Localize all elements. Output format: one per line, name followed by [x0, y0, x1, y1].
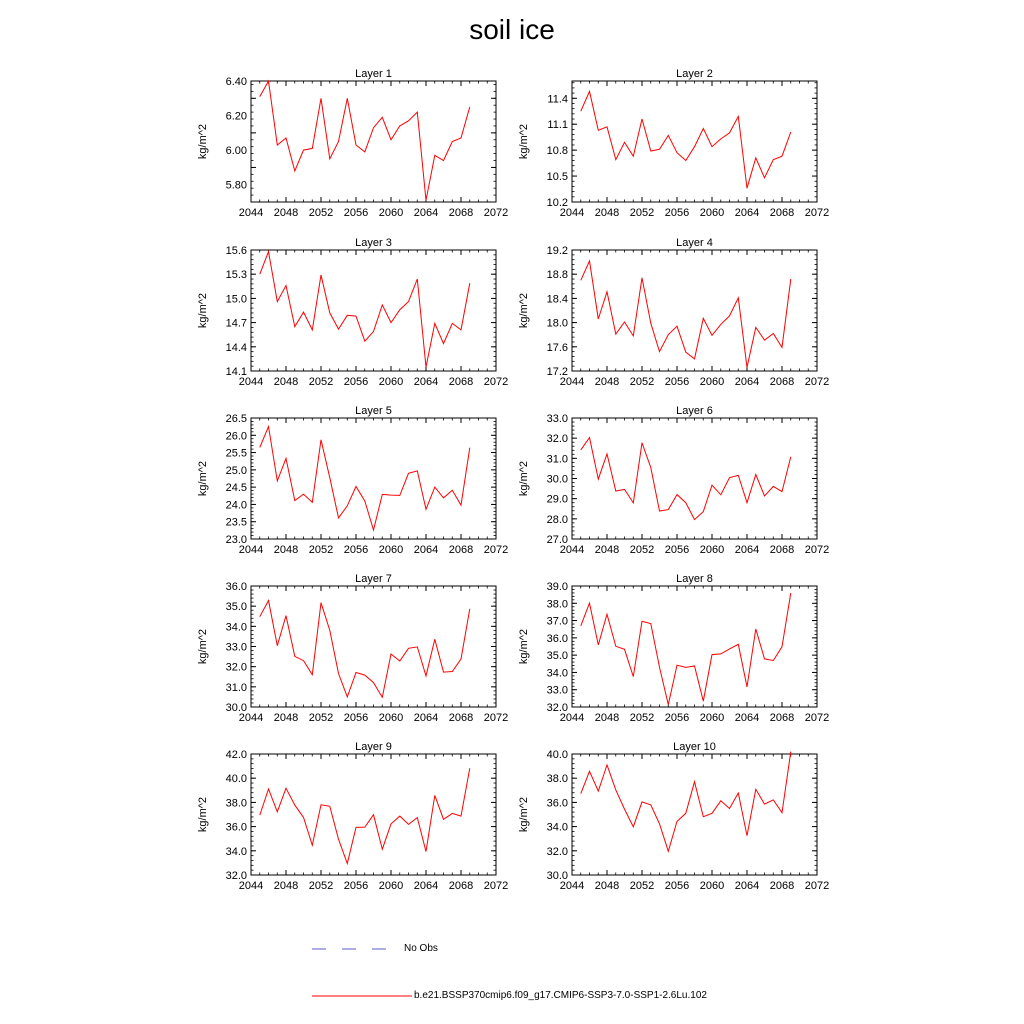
series-line: [260, 81, 470, 200]
panel-layer-4: [518, 237, 829, 388]
series-line: [581, 593, 791, 705]
x-tick-label: 2048: [594, 712, 620, 724]
y-tick-label: 6.20: [225, 110, 247, 123]
y-tick-label: 17.6: [546, 341, 568, 354]
x-tick-label: 2060: [378, 544, 404, 556]
y-tick-label: 30.0: [546, 870, 568, 882]
y-tick-label: 40.0: [225, 773, 247, 786]
x-tick-label: 2056: [343, 544, 369, 556]
y-tick-label: 14.7: [225, 317, 247, 330]
plot-frame: [572, 586, 817, 707]
x-tick-label: 2048: [594, 376, 620, 388]
x-tick-label: 2068: [769, 376, 795, 388]
y-tick-label: 15.3: [225, 269, 247, 282]
x-tick-label: 2056: [664, 712, 690, 724]
x-tick-label: 2056: [343, 880, 369, 892]
y-tick-label: 32.0: [546, 845, 568, 858]
panel-title: Layer 10: [673, 741, 716, 753]
y-tick-label: 32.0: [546, 702, 568, 714]
x-tick-label: 2052: [629, 376, 655, 388]
panel-layer-8: [518, 573, 829, 724]
panel-title: Layer 4: [676, 237, 713, 249]
plot-frame: [251, 418, 496, 539]
y-tick-label: 18.8: [546, 269, 568, 282]
y-tick-label: 10.5: [546, 171, 568, 184]
panel-title: Layer 3: [355, 237, 392, 249]
panel-title: Layer 6: [676, 405, 713, 417]
y-tick-label: 14.4: [225, 341, 247, 354]
x-tick-label: 2048: [273, 712, 299, 724]
x-tick-label: 2072: [804, 376, 830, 388]
y-axis-label: kg/m^2: [197, 460, 209, 497]
x-tick-label: 2052: [308, 712, 334, 724]
x-tick-label: 2044: [559, 207, 585, 219]
y-tick-label: 34.0: [225, 621, 247, 634]
x-tick-label: 2072: [804, 207, 830, 219]
legend-no-obs-label: No Obs: [404, 943, 438, 954]
y-axis-label: kg/m^2: [518, 628, 530, 665]
y-tick-label: 34.0: [225, 845, 247, 858]
y-tick-label: 25.0: [225, 464, 247, 477]
y-tick-label: 24.5: [225, 482, 247, 495]
x-tick-label: 2044: [238, 207, 264, 219]
x-tick-label: 2064: [734, 207, 760, 219]
x-tick-label: 2056: [343, 207, 369, 219]
y-tick-label: 32.0: [225, 661, 247, 674]
y-tick-label: 23.0: [225, 534, 247, 546]
y-tick-label: 36.0: [225, 821, 247, 834]
plot-frame: [251, 586, 496, 707]
y-tick-label: 10.2: [546, 197, 568, 209]
x-tick-label: 2052: [629, 544, 655, 556]
plot-frame: [572, 250, 817, 371]
panel-title: Layer 9: [355, 741, 392, 753]
y-tick-label: 34.0: [546, 821, 568, 834]
y-axis-label: kg/m^2: [197, 796, 209, 833]
x-tick-label: 2064: [413, 712, 439, 724]
x-tick-label: 2056: [343, 712, 369, 724]
x-tick-label: 2068: [769, 880, 795, 892]
x-tick-label: 2064: [734, 376, 760, 388]
y-tick-label: 14.1: [225, 366, 247, 378]
plot-frame: [251, 250, 496, 371]
y-tick-label: 33.0: [546, 413, 568, 425]
y-tick-label: 38.0: [546, 773, 568, 786]
x-tick-label: 2056: [664, 376, 690, 388]
x-tick-label: 2052: [308, 376, 334, 388]
y-tick-label: 6.40: [225, 76, 247, 88]
x-tick-label: 2068: [448, 880, 474, 892]
panel-title: Layer 1: [355, 68, 392, 80]
x-tick-label: 2064: [413, 880, 439, 892]
x-tick-label: 2072: [483, 207, 509, 219]
x-tick-label: 2068: [448, 376, 474, 388]
x-tick-label: 2072: [804, 712, 830, 724]
x-tick-label: 2052: [308, 880, 334, 892]
panel-layer-2: [518, 68, 829, 219]
y-tick-label: 15.0: [225, 293, 247, 306]
panel-title: Layer 7: [355, 573, 392, 585]
x-tick-label: 2072: [804, 880, 830, 892]
y-tick-label: 33.0: [225, 641, 247, 654]
y-tick-label: 31.0: [225, 681, 247, 694]
y-axis-label: kg/m^2: [518, 123, 530, 160]
x-tick-label: 2072: [483, 712, 509, 724]
y-tick-label: 31.0: [546, 453, 568, 466]
x-tick-label: 2068: [769, 544, 795, 556]
y-axis-label: kg/m^2: [518, 796, 530, 833]
x-tick-label: 2064: [413, 544, 439, 556]
y-tick-label: 25.5: [225, 447, 247, 460]
plot-frame: [572, 418, 817, 539]
x-tick-label: 2052: [629, 712, 655, 724]
x-tick-label: 2064: [413, 207, 439, 219]
y-tick-label: 19.2: [546, 245, 568, 257]
x-tick-label: 2052: [629, 880, 655, 892]
x-tick-label: 2048: [273, 207, 299, 219]
y-tick-label: 23.5: [225, 516, 247, 529]
y-tick-label: 5.80: [225, 179, 247, 192]
y-tick-label: 36.0: [546, 632, 568, 645]
panel-title: Layer 5: [355, 405, 392, 417]
panel-layer-7: [197, 573, 508, 724]
y-tick-label: 29.0: [546, 493, 568, 506]
x-tick-label: 2060: [378, 880, 404, 892]
plot-frame: [572, 754, 817, 875]
x-tick-label: 2068: [448, 207, 474, 219]
x-tick-label: 2072: [483, 544, 509, 556]
x-tick-label: 2064: [734, 544, 760, 556]
x-tick-label: 2060: [699, 376, 725, 388]
y-tick-label: 32.0: [225, 870, 247, 882]
x-tick-label: 2056: [664, 880, 690, 892]
x-tick-label: 2068: [769, 712, 795, 724]
x-tick-label: 2052: [629, 207, 655, 219]
x-tick-label: 2068: [448, 544, 474, 556]
y-tick-label: 36.0: [225, 581, 247, 593]
y-tick-label: 11.1: [547, 119, 568, 132]
x-tick-label: 2048: [594, 544, 620, 556]
panel-layer-10: [518, 741, 829, 892]
x-tick-label: 2044: [559, 376, 585, 388]
panel-title: Layer 2: [676, 68, 713, 80]
x-tick-label: 2060: [378, 207, 404, 219]
x-tick-label: 2068: [769, 207, 795, 219]
series-line: [260, 768, 470, 863]
series-line: [581, 752, 791, 852]
panel-layer-6: [518, 405, 829, 556]
x-tick-label: 2048: [273, 544, 299, 556]
legend-model-swatch: [312, 991, 412, 1001]
x-tick-label: 2056: [343, 376, 369, 388]
y-axis-label: kg/m^2: [197, 123, 209, 160]
y-tick-label: 26.5: [225, 413, 247, 425]
y-tick-label: 42.0: [225, 749, 247, 761]
x-tick-label: 2048: [594, 880, 620, 892]
y-tick-label: 28.0: [546, 513, 568, 526]
panel-layer-5: [197, 405, 508, 556]
x-tick-label: 2056: [664, 207, 690, 219]
x-tick-label: 2060: [699, 712, 725, 724]
series-line: [260, 427, 470, 530]
y-tick-label: 36.0: [546, 797, 568, 810]
x-tick-label: 2056: [664, 544, 690, 556]
y-tick-label: 34.0: [546, 667, 568, 680]
x-tick-label: 2052: [308, 207, 334, 219]
y-tick-label: 15.6: [225, 245, 247, 257]
x-tick-label: 2044: [559, 712, 585, 724]
y-tick-label: 32.0: [546, 433, 568, 446]
y-tick-label: 27.0: [546, 534, 568, 546]
y-tick-label: 17.2: [546, 366, 568, 378]
y-tick-label: 35.0: [225, 601, 247, 614]
legend-no-obs-swatch: [312, 944, 402, 954]
x-tick-label: 2052: [308, 544, 334, 556]
y-tick-label: 39.0: [546, 581, 568, 593]
series-line: [581, 261, 791, 368]
x-tick-label: 2072: [483, 376, 509, 388]
x-tick-label: 2068: [448, 712, 474, 724]
y-axis-label: kg/m^2: [197, 628, 209, 665]
x-tick-label: 2044: [238, 712, 264, 724]
y-tick-label: 11.4: [547, 93, 568, 106]
plot-frame: [572, 81, 817, 202]
x-tick-label: 2060: [378, 712, 404, 724]
series-line: [260, 601, 470, 698]
y-tick-label: 33.0: [546, 684, 568, 697]
y-tick-label: 38.0: [225, 797, 247, 810]
x-tick-label: 2064: [734, 712, 760, 724]
y-axis-label: kg/m^2: [518, 460, 530, 497]
x-tick-label: 2064: [413, 376, 439, 388]
y-tick-label: 37.0: [546, 615, 568, 628]
x-tick-label: 2060: [378, 376, 404, 388]
legend-model-label: b.e21.BSSP370cmip6.f09_g17.CMIP6-SSP3-7.0-SSP1-2.6Lu.102: [414, 990, 707, 1001]
x-tick-label: 2072: [804, 544, 830, 556]
series-line: [581, 91, 791, 188]
panel-layer-1: [197, 68, 508, 219]
x-tick-label: 2044: [559, 880, 585, 892]
panel-title: Layer 8: [676, 573, 713, 585]
y-tick-label: 35.0: [546, 650, 568, 663]
x-tick-label: 2060: [699, 544, 725, 556]
y-tick-label: 30.0: [546, 473, 568, 486]
y-tick-label: 26.0: [225, 430, 247, 443]
y-tick-label: 10.8: [546, 145, 568, 158]
y-tick-label: 6.00: [225, 145, 247, 158]
y-axis-label: kg/m^2: [197, 292, 209, 329]
x-tick-label: 2060: [699, 880, 725, 892]
y-tick-label: 18.0: [546, 317, 568, 330]
x-tick-label: 2072: [483, 880, 509, 892]
x-tick-label: 2048: [273, 376, 299, 388]
y-tick-label: 24.0: [225, 499, 247, 512]
x-tick-label: 2044: [238, 880, 264, 892]
x-tick-label: 2044: [238, 544, 264, 556]
y-axis-label: kg/m^2: [518, 292, 530, 329]
series-line: [581, 438, 791, 520]
x-tick-label: 2060: [699, 207, 725, 219]
x-tick-label: 2044: [559, 544, 585, 556]
y-tick-label: 30.0: [225, 702, 247, 714]
plot-frame: [251, 81, 496, 202]
x-tick-label: 2048: [273, 880, 299, 892]
panel-layer-3: [197, 237, 508, 388]
x-tick-label: 2064: [734, 880, 760, 892]
series-line: [260, 252, 470, 367]
panel-layer-9: [197, 741, 508, 892]
x-tick-label: 2044: [238, 376, 264, 388]
y-tick-label: 18.4: [546, 293, 568, 306]
x-tick-label: 2048: [594, 207, 620, 219]
figure-title: soil ice: [469, 14, 555, 45]
y-tick-label: 40.0: [546, 749, 568, 761]
y-tick-label: 38.0: [546, 598, 568, 611]
